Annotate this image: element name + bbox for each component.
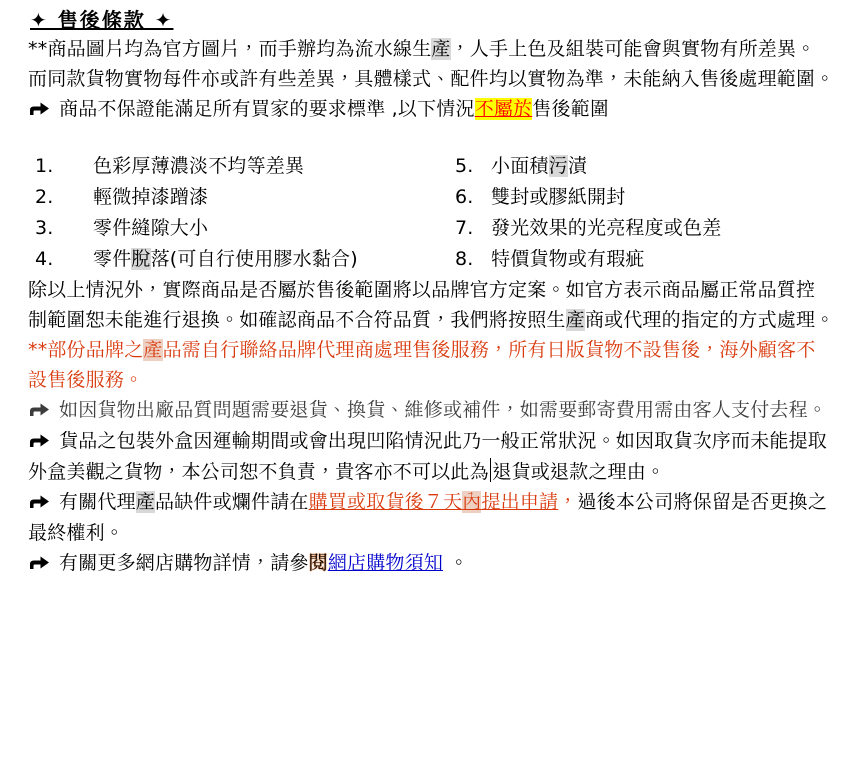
- list-item-text: [491, 182, 625, 213]
- text-run: 色彩厚薄濃淡不均等差異: [93, 155, 305, 177]
- text-run: ，人手上色及組裝可能會與實物有所差異。: [450, 38, 816, 60]
- text-run: 零件縫隙大小: [93, 217, 209, 239]
- text-run: 設售後服務。: [28, 369, 144, 391]
- list-item-text: [93, 244, 358, 275]
- list-item-text: [491, 213, 721, 244]
- text-run: 品需自行聯絡品牌代理商處理售後服務，所有日版貨物不設售後，海外顧客不: [162, 339, 816, 361]
- text-run: 脫: [131, 248, 151, 270]
- list-item: [455, 151, 850, 182]
- list-row: [28, 182, 850, 213]
- arrow-bullet-icon: [28, 427, 50, 457]
- text-run: 輕微掉漆蹭漆: [93, 186, 209, 208]
- list-item-text: [93, 213, 208, 244]
- text-run: 除以上情況外，實際商品是否屬於售後範圍將以品牌官方定案。如官方表示商品屬正常品質控: [28, 279, 816, 301]
- text-run: 產: [565, 309, 585, 331]
- text-run: 最終權利。: [28, 522, 125, 544]
- decision-paragraph: [28, 275, 850, 335]
- text-run: 如因貨物出廠品質問題需要退貨、換貨、維修或補件，如需要郵寄費用需由客人支付去程。: [59, 399, 828, 421]
- text-run: 商或代理的指定的方式處理。: [584, 309, 835, 331]
- text-run: 提出申請: [481, 491, 559, 513]
- list-item-number: 6.: [455, 186, 474, 208]
- shipping-fee-text: [59, 399, 827, 421]
- exclusion-note-text: [59, 98, 609, 120]
- list-item-text: [491, 151, 587, 182]
- exclusion-list: [28, 151, 850, 275]
- list-item: [28, 244, 455, 275]
- more-info-paragraph: [28, 548, 850, 579]
- page-title: ✦ 售後條款 ✦: [30, 8, 174, 32]
- list-item: [28, 182, 455, 213]
- store-shopping-notice-link[interactable]: 網店購物須知: [327, 552, 444, 574]
- more-info-text: [59, 552, 468, 574]
- text-run: 零件: [93, 248, 132, 270]
- defect-claim-text: [28, 491, 827, 544]
- packaging-paragraph: [28, 426, 850, 487]
- text-run: 貨品之包裝外盒因運輸期間或會出現凹陷情況此乃一般正常狀況。如因取貨次序而未能提取: [59, 430, 828, 452]
- text-run: 售後範圍: [532, 98, 610, 120]
- text-run: 而同款貨物實物每件亦或許有些差異，具體樣式、配件均以實物為準，未能納入售後處理範圍。: [28, 68, 835, 90]
- list-item-number: 2.: [35, 186, 54, 208]
- text-run: 商品不保證能滿足所有買家的要求標準 ,以下情況: [59, 98, 475, 120]
- list-row: [28, 151, 850, 182]
- text-run: 過後本公司將保留是否更換之: [577, 491, 828, 513]
- list-item: [28, 151, 455, 182]
- list-item-text: [93, 182, 208, 213]
- brand-agency-warning: [28, 335, 850, 395]
- text-run: **商品圖片均為官方圖片，而手辦均為流水線生: [28, 38, 432, 60]
- list-item: [455, 244, 850, 275]
- text-run: 產: [135, 491, 156, 513]
- text-run: 產: [431, 38, 451, 60]
- list-item: [455, 182, 850, 213]
- text-run: 特價貨物或有瑕疵: [491, 248, 645, 270]
- list-row: [28, 244, 850, 275]
- arrow-bullet-icon: [28, 396, 50, 426]
- text-run: 有關代理: [59, 491, 136, 513]
- text-run: 外盒美觀之貨物，本公司恕不負責，貴客亦不可以此為: [28, 461, 489, 483]
- packaging-text: [28, 430, 827, 483]
- text-run: 退貨或退款之理由。: [492, 461, 666, 483]
- arrow-bullet-icon: [28, 95, 50, 125]
- list-item-number: 5.: [455, 155, 474, 177]
- text-run: 有關更多網店購物詳情，請參: [59, 552, 309, 574]
- list-item-number: 3.: [35, 217, 54, 239]
- text-run: 小面積: [491, 155, 549, 177]
- defect-claim-paragraph: [28, 487, 850, 548]
- text-run: 漬: [567, 155, 588, 177]
- list-item-number: 4.: [35, 248, 54, 270]
- arrow-bullet-icon: [28, 488, 50, 518]
- arrow-bullet-icon: [28, 549, 50, 579]
- exclusion-note-line: [28, 94, 850, 125]
- text-run: 購買或取貨後７天: [308, 491, 463, 513]
- list-item-number: 1.: [35, 155, 54, 177]
- text-run: 內: [462, 491, 482, 513]
- text-run: 污: [548, 155, 568, 177]
- not-covered-highlight: 不屬於: [474, 98, 533, 120]
- list-item: [455, 213, 850, 244]
- list-item-number: 8.: [455, 248, 474, 270]
- intro-paragraph: [28, 34, 850, 94]
- text-run: 制範圍恕未能進行退換。如確認商品不合符品質，我們將按照生: [28, 309, 566, 331]
- text-run: 。: [443, 552, 469, 574]
- text-run: 發光效果的光亮程度或色差: [491, 217, 722, 239]
- list-row: [28, 213, 850, 244]
- list-item-text: [491, 244, 645, 275]
- list-item: [28, 213, 455, 244]
- text-run: 產: [143, 339, 163, 361]
- text-run: **部份品牌之: [28, 339, 144, 361]
- text-run: 雙封或膠紙開封: [491, 186, 626, 208]
- list-item-number: 7.: [455, 217, 474, 239]
- text-run: 品缺件或爛件請在: [155, 491, 309, 513]
- list-item-text: [93, 151, 304, 182]
- shipping-fee-line: [28, 395, 850, 426]
- text-run: ，: [558, 491, 578, 513]
- text-run: 落(可自行使用膠水黏合): [150, 248, 358, 270]
- text-run: 閱: [308, 552, 328, 574]
